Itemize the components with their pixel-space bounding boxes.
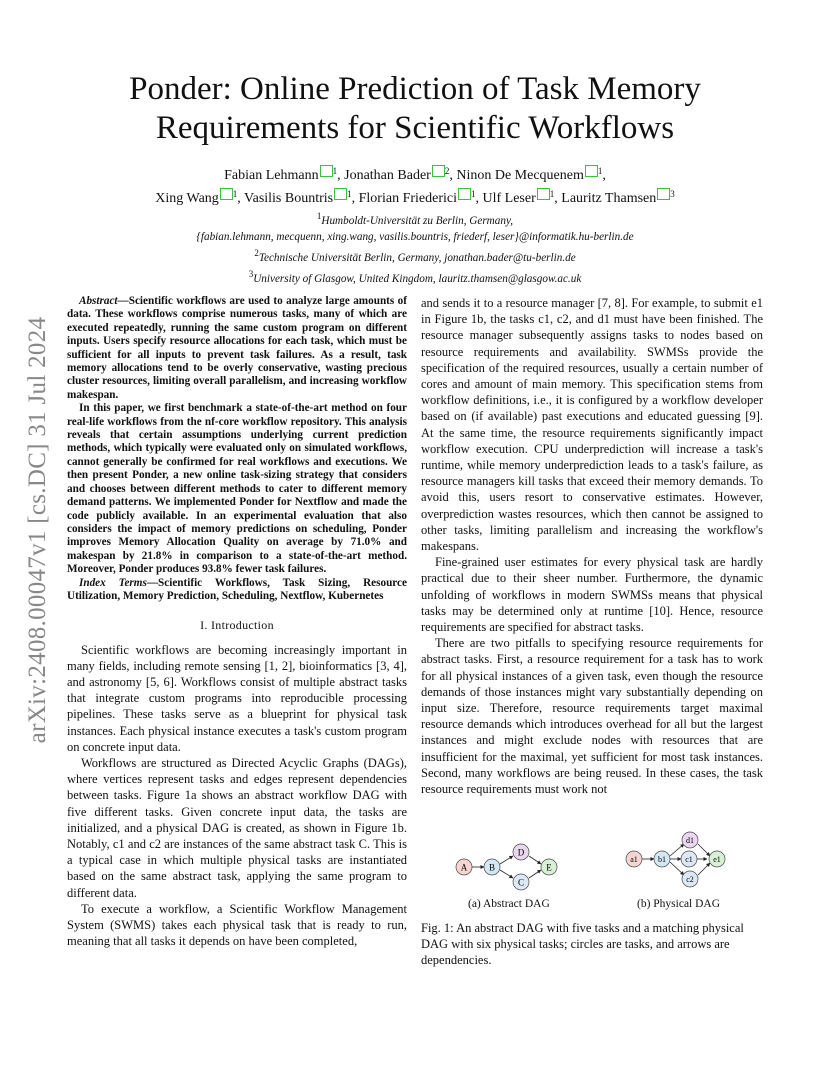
right-column [421, 295, 763, 797]
edge [500, 870, 513, 878]
edge [698, 863, 710, 875]
author-name: Jonathan Bader [344, 168, 431, 183]
edge [529, 870, 541, 878]
node-label: c2 [686, 875, 694, 884]
node-label: A [460, 862, 468, 873]
node-label: e1 [713, 855, 721, 864]
paper-title [70, 70, 760, 148]
right-paragraph-1: and sends it to a resource manager [7, 8]. For example, to submit e1 in Figure 1b, the tasks c1, c2, and d1 must have been finished. The resource manager subsequently assigns tasks to nodes based on resource requirements and availability. SWMSs provide the specification of the required resources, usually a certain number of cores and amount of main memory. This specification stems from workflow definitions, i.e., it is configured by a workflow developer based on (if available) past executions and educated guessing [9]. At the same time, the resource requirements significantly impact workflow execution. CPU underprediction will increase a task's runtime, while memory underprediction leads to a task's failure, as resource managers kill tasks that exceed their memory demands. To avoid this, users resort to conservative estimates. However, overprediction wastes resources, which then cannot be assigned to other tasks, limiting parallelism and increasing the workflow's makespans. [421, 296, 763, 554]
physical-dag [626, 832, 725, 887]
orcid-icon[interactable] [320, 165, 333, 177]
author-line-1: Fabian Lehmann $^1$, Jonathan Bader $^2$, Ninon De Mecquenem $^1$, [224, 166, 606, 183]
affiliation-2: $^2$Technische Universität Berlin, Germany, jonathan.bader@tu-berlin.de [254, 248, 576, 264]
author-name: Xing Wang [155, 191, 219, 206]
node-label: B [488, 862, 496, 873]
abstract: Abstract—Scientific workflows are used to analyze large amounts of data. These workflows comprise numerous tasks, many of which are executed repeatedly, running the same custom program on different inputs. Users specify resource allocations for each task, which must be sufficient for all inputs to prevent task failures. As a result, task memory allocations tend to be overly conservative, wasting precious cluster resources, limiting overall parallelism, and increasing workflow makespan. [67, 295, 407, 401]
edge [670, 844, 684, 856]
affiliation-1: $^1$Humboldt-Universität zu Berlin, Germany, [316, 211, 514, 227]
node-label: D [517, 847, 525, 858]
orcid-icon[interactable] [585, 165, 598, 177]
author-name: Fabian Lehmann [224, 168, 319, 183]
arxiv-stamp [2, 0, 62, 1072]
figure-1a-label: (a) Abstract DAG [468, 898, 550, 910]
node-label: c1 [685, 855, 693, 864]
edge [529, 856, 541, 864]
edge [670, 862, 684, 875]
figure-caption: Fig. 1: An abstract DAG with five tasks and a matching physical DAG with six physical tasks; circles are tasks, and arrows are dependencies. [421, 921, 744, 968]
author-line-2: Xing Wang $^1$, Vasilis Bountris $^1$, Florian Friederici $^1$, Ulf Leser $^1$, Lauritz Thamsen $^3$ [155, 189, 675, 206]
intro-paragraph-2: Workflows are structured as Directed Acyclic Graphs (DAGs), where vertices represent tasks and edges represent dependencies between tasks. Figure 1a shows an abstract workflow DAG with five different tasks. Given concrete input data, the tasks are initialized, and a physical DAG is created, as shown in Figure 1b. Notably, c1 and c2 are instances of the same abstract task C. This is a typical case in which multiple physical tasks are instantiated based on the same abstract task, applying the same program to different data. [67, 755, 407, 900]
author-name: Ulf Leser [482, 191, 536, 206]
author-name: Vasilis Bountris [244, 191, 334, 206]
edge [500, 856, 513, 864]
index-terms: Index Terms—Scientific Workflows, Task Sizing, Resource Utilization, Memory Prediction, Scheduling, Nextflow, Kubernetes [67, 576, 407, 602]
author-name: Ninon De Mecquenem [456, 168, 584, 183]
node-label: C [517, 877, 525, 888]
orcid-icon[interactable] [458, 188, 471, 200]
orcid-icon[interactable] [537, 188, 550, 200]
orcid-icon[interactable] [334, 188, 347, 200]
title-line-1: Ponder: Online Prediction of Task Memory [129, 71, 701, 107]
abstract-dag [456, 844, 557, 890]
orcid-icon[interactable] [657, 188, 670, 200]
right-paragraph-2: Fine-grained user estimates for every physical task are hardly practical due to their sheer number. Furthermore, the dynamic unfolding of workflows in modern SWMSs means that physical tasks may be determined only at runtime [10]. Hence, resource requirements are specified for abstract tasks. [421, 555, 763, 635]
section-heading: I. Introduction [200, 618, 274, 633]
author-block [70, 162, 760, 287]
node-label: E [546, 862, 552, 873]
affiliation-3: $^3$University of Glasgow, United Kingdom, lauritz.thamsen@glasgow.ac.uk [248, 269, 582, 285]
edge [698, 844, 710, 856]
right-paragraph-3: There are two pitfalls to specifying resource requirements for abstract tasks. First, a resource requirement for a task has to work for all physical instances of a given task, even though the resource demands of those instances might vary substantially depending on input size. Therefore, resource requirements target maximal resource demands which introduces overhead for all but the largest instances and might exclude nodes with resources that are insufficient for the maximal, yet sufficient for most task instances. Second, many workflows are being reused. In these cases, the task resource requirements must work not [421, 636, 763, 797]
left-column [67, 295, 407, 949]
arxiv-id: arXiv:2408.00047v1 [cs.DC] 31 Jul 2024 [24, 316, 51, 744]
intro-paragraph-3: To execute a workflow, a Scientific Workflow Management System (SWMS) takes each physical task that is ready to run, meaning that all tasks it depends on have been completed, [67, 901, 407, 949]
orcid-icon[interactable] [220, 188, 233, 200]
abstract-paragraph-2: In this paper, we first benchmark a state-of-the-art method on four real-life workflows from the nf-core workflow repository. This analysis reveals that certain assumptions underlying current prediction methods, which typically were evaluated only on simulated workflows, cannot generally be confirmed for real workflows and executions. We then present Ponder, a new online task-sizing strategy that considers and chooses between different methods to cater to different memory demand patterns. We implemented Ponder for Nextflow and made the code publicly available. In an experimental evaluation that also considers the impact of memory predictions on scheduling, Ponder improves Memory Allocation Quality on average by 71.0% and makespan by 21.8% in comparison to a state-of-the-art method. Moreover, Ponder produces 93.8% fewer task failures. [67, 402, 407, 576]
author-name: Lauritz Thamsen [561, 191, 657, 206]
node-label: b1 [658, 855, 666, 864]
orcid-icon[interactable] [432, 165, 445, 177]
affiliation-1-emails: {fabian.lehmann, mecquenn, xing.wang, vasilis.bountris, friederf, leser}@informatik.hu-berlin.de [196, 231, 634, 243]
node-label: d1 [686, 836, 694, 845]
title-line-2: Requirements for Scientific Workflows [155, 110, 675, 146]
intro-paragraph-1: Scientific workflows are becoming increasingly important in many fields, including remote sensing [1, 2], bioinformatics [3, 4], and astronomy [5, 6]. Workflows consist of multiple abstract tasks that integrate custom programs into reproducible processing pipelines. These tasks serve as a blueprint for physical task instances. Each physical instance executes a task's custom program on concrete input data. [67, 642, 407, 754]
figure-1b-label: (b) Physical DAG [637, 898, 721, 910]
node-label: a1 [630, 855, 638, 864]
author-name: Florian Friederici [358, 191, 457, 206]
